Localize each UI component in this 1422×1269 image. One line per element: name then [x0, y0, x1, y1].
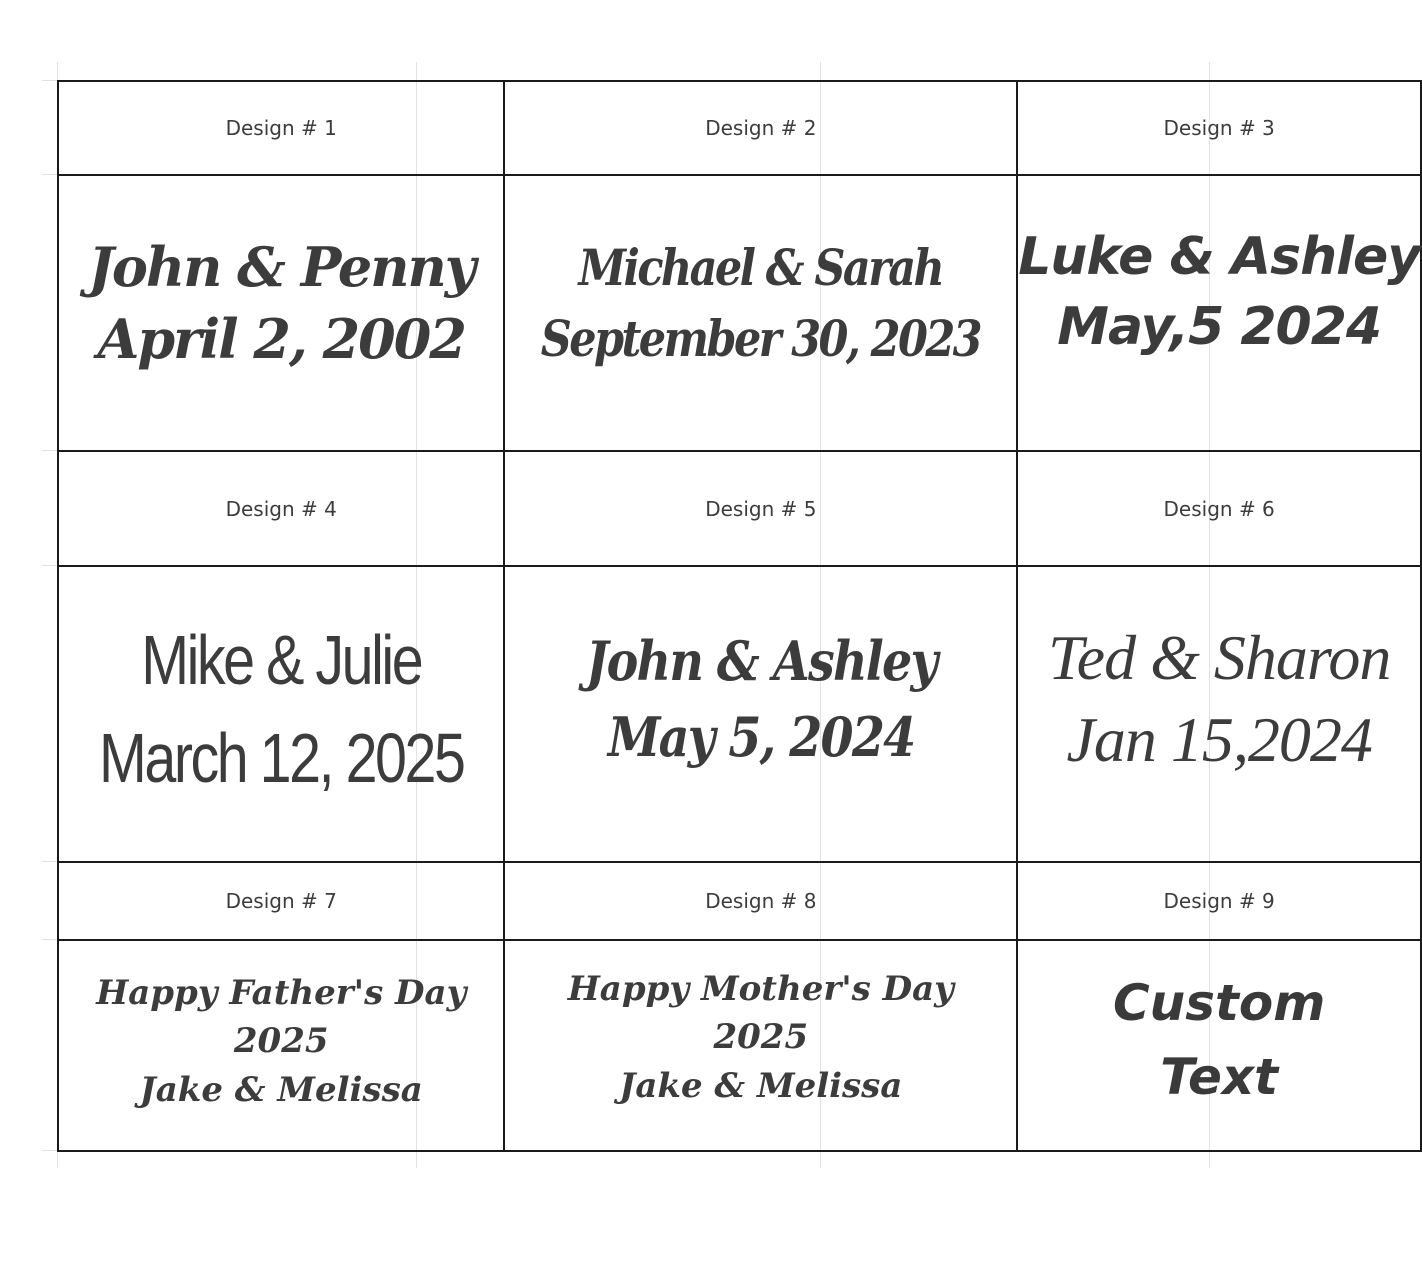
- design-sample-4: [58, 566, 504, 862]
- design-label-5: Design # 5: [504, 451, 1017, 566]
- design-sample-text: Mike & Julie: [141, 620, 422, 699]
- design-sample-text: Luke & Ashley: [1018, 227, 1421, 288]
- design-sample-text: John & Penny: [88, 234, 475, 299]
- design-sample-text: Jake & Melissa: [619, 1065, 903, 1106]
- design-sample-text: April 2, 2002: [97, 307, 465, 371]
- design-sample-text: 2025: [713, 1017, 809, 1058]
- design-label-9: Design # 9: [1017, 862, 1421, 940]
- design-sample-text: May 5, 2024: [607, 705, 915, 769]
- design-sample-2: [504, 175, 1017, 451]
- design-sample-9: [1017, 940, 1421, 1151]
- design-sample-text: Happy Father's Day: [96, 973, 467, 1014]
- design-label-3: Design # 3: [1017, 81, 1421, 175]
- design-sample-6: [1017, 566, 1421, 862]
- design-label-1: Design # 1: [58, 81, 504, 175]
- design-sample-text: March 12, 2025: [98, 719, 464, 797]
- design-sample-text: Text: [1160, 1047, 1279, 1106]
- design-sample-text: Jake & Melissa: [139, 1069, 423, 1110]
- design-sample-text: 2025: [233, 1021, 329, 1062]
- design-sample-1: [58, 175, 504, 451]
- design-sample-8: [504, 940, 1017, 1151]
- design-sample-text: Jan 15,2024: [1066, 704, 1372, 775]
- design-sample-text: Custom: [1112, 974, 1326, 1032]
- design-options-table: [57, 80, 1422, 1152]
- design-label-2: Design # 2: [504, 81, 1017, 175]
- design-sample-7: [58, 940, 504, 1151]
- design-sample-text: Happy Mother's Day: [567, 969, 954, 1010]
- design-sample-text: Michael & Sarah: [578, 237, 943, 297]
- design-sample-text: Ted & Sharon: [1047, 622, 1391, 694]
- design-sample-3: [1017, 175, 1421, 451]
- design-label-7: Design # 7: [58, 862, 504, 940]
- design-sample-text: John & Ashley: [585, 628, 937, 693]
- design-label-8: Design # 8: [504, 862, 1017, 940]
- design-sample-text: May,5 2024: [1057, 297, 1382, 357]
- design-sample-text: September 30, 2023: [541, 309, 981, 368]
- design-label-6: Design # 6: [1017, 451, 1421, 566]
- design-label-4: Design # 4: [58, 451, 504, 566]
- design-sample-5: [504, 566, 1017, 862]
